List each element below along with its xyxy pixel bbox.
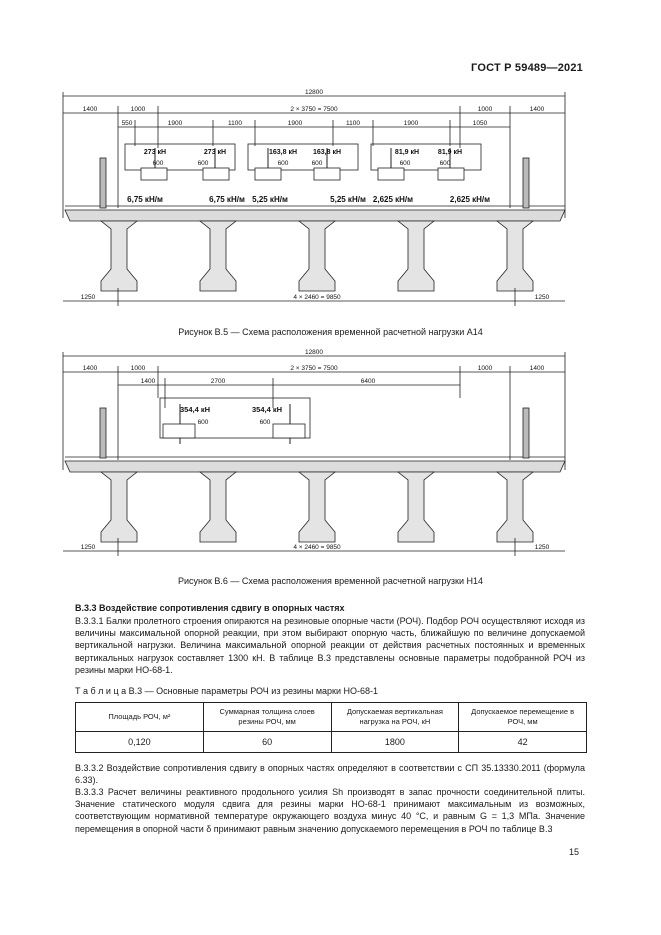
f5-load-5: 81,9 кН xyxy=(394,149,420,156)
svg-text:600: 600 xyxy=(259,419,271,426)
svg-text:1000: 1000 xyxy=(477,365,493,372)
svg-text:2700: 2700 xyxy=(210,378,226,385)
table-header: Допускаемая вертикальная нагрузка на РОЧ, кН xyxy=(331,703,459,732)
paragraph-b331: В.3.3.1 Балки пролетного строения опираются на резиновые опорные части (РОЧ). Подбор РОЧ осуществляют исходя из величины максимальной опорной реакции, при этом выбирают опорную часть, ближайшую по величине допускаемой вертикальной нагрузки. Величина максимальной опорной реакции от действия расчетных постоянных и временных вертикальных нагрузок составляет 1300 кН. В таблице В.3 представлены основные параметры подобранной РОЧ из резины марки НО-68-1. xyxy=(75,616,585,675)
figure-b6-caption: Рисунок В.6 — Схема расположения временной расчетной нагрузки Н14 xyxy=(177,576,484,586)
svg-text:600: 600 xyxy=(197,419,209,426)
f5-udl-4: 5,25 кН/м xyxy=(330,195,366,204)
table-b3 xyxy=(75,702,587,753)
f5-dim-lanes: 2 × 3750 = 7500 xyxy=(290,106,338,113)
svg-text:600: 600 xyxy=(399,160,411,167)
f5-udl-2: 6,75 кН/м xyxy=(209,195,245,204)
f5-udl-5: 2,625 кН/м xyxy=(372,195,414,204)
svg-text:1400: 1400 xyxy=(82,365,98,372)
svg-text:4 × 2460 = 9850: 4 × 2460 = 9850 xyxy=(293,294,341,301)
svg-text:1900: 1900 xyxy=(167,120,183,127)
svg-text:600: 600 xyxy=(439,160,451,167)
f5-load-6: 81,9 кН xyxy=(437,149,463,156)
svg-text:600: 600 xyxy=(311,160,323,167)
f6-load-1: 354,4 кН xyxy=(179,405,211,414)
svg-text:1900: 1900 xyxy=(403,120,419,127)
svg-text:1000: 1000 xyxy=(130,365,146,372)
svg-text:1400: 1400 xyxy=(82,106,98,113)
svg-text:1000: 1000 xyxy=(130,106,146,113)
figure-b5-caption: Рисунок В.5 — Схема расположения временной расчетной нагрузки А14 xyxy=(178,327,483,337)
table-row: 0,120 60 1800 42 xyxy=(76,732,587,753)
svg-text:1100: 1100 xyxy=(346,120,360,127)
f5-udl-3: 5,25 кН/м xyxy=(252,195,288,204)
svg-text:1250: 1250 xyxy=(534,544,550,551)
svg-text:1400: 1400 xyxy=(140,378,156,385)
svg-text:600: 600 xyxy=(277,160,289,167)
svg-text:1050: 1050 xyxy=(472,120,488,127)
svg-text:1900: 1900 xyxy=(287,120,303,127)
table-header: Суммарная толщина слоев резины РОЧ, мм xyxy=(203,703,331,732)
svg-text:1100: 1100 xyxy=(228,120,242,127)
standard-header: ГОСТ Р 59489—2021 xyxy=(471,62,583,74)
f5-dim-total: 12800 xyxy=(304,89,324,96)
f6-dim-total: 12800 xyxy=(304,349,324,356)
f5-load-4: 163,8 кН xyxy=(312,149,342,156)
svg-text:6400: 6400 xyxy=(360,378,376,385)
svg-text:1400: 1400 xyxy=(529,365,545,372)
paragraph-b333: В.3.3.3 Расчет величины реактивного продольного усилия Sh производят в запас прочности соединительной плиты. Значение статического модуля сдвига для резины марки НО-68-1 принимают максимальным из возможных, соответствующим нормативной температуре окружающего воздуха минус 40 °С, и равным G = 1,3 МПа. Значение перемещения в опорной части δ принимают равным значению допускаемого перемещения в РОЧ по таблице В.3 xyxy=(75,787,585,834)
f5-load-3: 163,8 кН xyxy=(268,149,298,156)
svg-text:600: 600 xyxy=(197,160,209,167)
svg-text:1250: 1250 xyxy=(80,544,96,551)
page-number: 15 xyxy=(568,847,579,857)
f5-udl-1: 6,75 кН/м xyxy=(127,195,163,204)
table-header: Площадь РОЧ, м² xyxy=(76,703,204,732)
f5-load-2: 273 кН xyxy=(203,149,227,156)
f5-load-1: 273 кН xyxy=(143,149,167,156)
f5-udl-6: 2,625 кН/м xyxy=(449,195,491,204)
table-caption: Т а б л и ц а В.3 — Основные параметры РОЧ из резины марки НО-68-1 xyxy=(75,686,379,696)
figure-b5-drawing xyxy=(55,88,575,313)
svg-text:600: 600 xyxy=(152,160,164,167)
svg-text:1250: 1250 xyxy=(534,294,550,301)
svg-text:1400: 1400 xyxy=(529,106,545,113)
paragraph-b332: В.3.3.2 Воздействие сопротивления сдвигу в опорных частях определяют в соответствии с СП 35.13330.2011 (формула 6.33). xyxy=(75,763,585,786)
svg-text:1000: 1000 xyxy=(477,106,493,113)
svg-text:1250: 1250 xyxy=(80,294,96,301)
section-title: В.3.3 Воздействие сопротивления сдвигу в опорных частях xyxy=(75,603,345,613)
figure-b6-drawing xyxy=(55,348,575,563)
f6-dim-lanes: 2 × 3750 = 7500 xyxy=(290,365,338,372)
svg-text:4 × 2460 = 9850: 4 × 2460 = 9850 xyxy=(293,544,341,551)
table-header: Допускаемое перемещение в РОЧ, мм xyxy=(459,703,587,732)
f6-load-2: 354,4 кН xyxy=(251,405,283,414)
svg-text:550: 550 xyxy=(121,120,133,127)
